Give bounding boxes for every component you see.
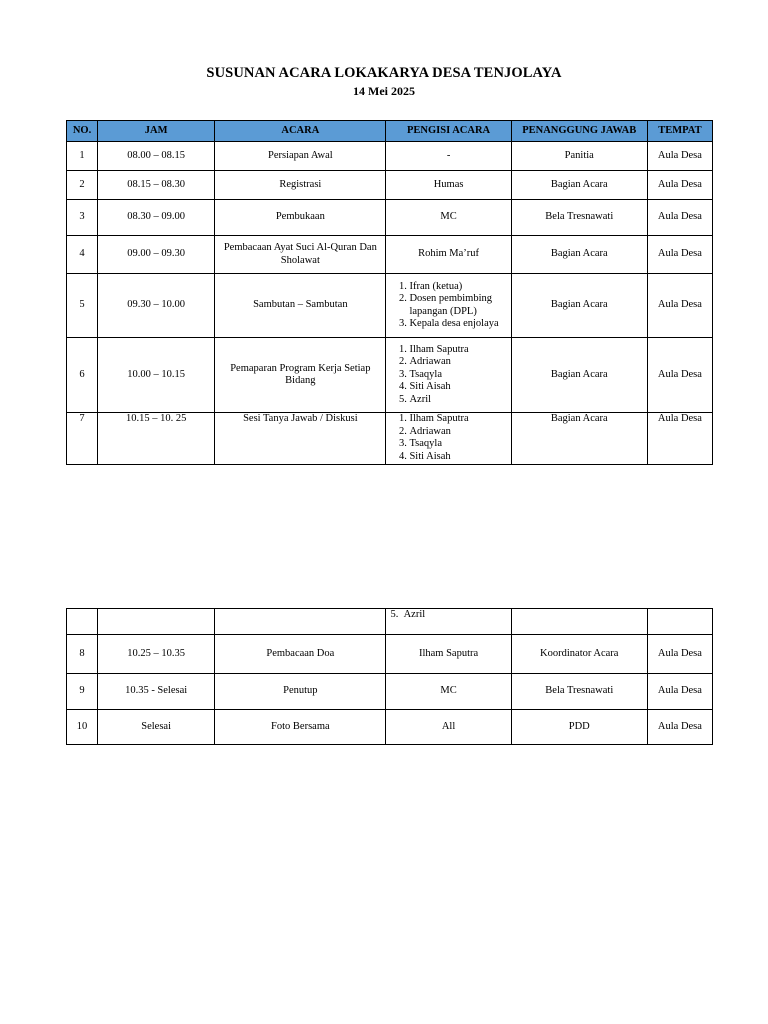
cell-no: 4 [67, 236, 98, 274]
list-item: 2. Adriawan [409, 356, 507, 369]
list-item: 1. Ifran (ketua) [409, 281, 507, 294]
table-row [67, 200, 713, 236]
table-row [67, 635, 713, 674]
list-item: 2. Adriawan [409, 426, 507, 439]
cell-pj: Bela Tresnawati [511, 674, 647, 710]
cell-pengisi: MC [386, 674, 511, 710]
cell-pengisi-list [386, 338, 511, 413]
cell-jam: 09.30 – 10.00 [98, 274, 215, 338]
pengisi-list [389, 281, 507, 331]
cell-pj: Bagian Acara [511, 274, 647, 338]
cell-tempat: Aula Desa [647, 338, 712, 413]
cell-pj: Koordinator Acara [511, 635, 647, 674]
table-row [67, 674, 713, 710]
cell-pj: Bagian Acara [511, 171, 647, 200]
cell-no: 7 [67, 413, 98, 465]
cell-pj: Bagian Acara [511, 338, 647, 413]
table-row [67, 171, 713, 200]
cell-pj [511, 609, 647, 635]
cell-acara: Sesi Tanya Jawab / Diskusi [215, 413, 386, 465]
cell-no: 2 [67, 171, 98, 200]
cell-acara: Pembukaan [215, 200, 386, 236]
document-title: SUSUNAN ACARA LOKAKARYA DESA TENJOLAYA [206, 65, 562, 81]
list-item: 5. Azril [409, 394, 507, 407]
table-row [67, 413, 713, 465]
cell-pengisi: Ilham Saputra [386, 635, 511, 674]
cell-tempat: Aula Desa [647, 274, 712, 338]
cell-no: 10 [67, 710, 98, 745]
cell-no: 5 [67, 274, 98, 338]
list-item: 1. Ilham Saputra [409, 413, 507, 426]
cell-tempat: Aula Desa [647, 171, 712, 200]
cell-acara: Sambutan – Sambutan [215, 274, 386, 338]
cell-acara [215, 609, 386, 635]
list-item-number: 5. [390, 609, 399, 620]
cell-tempat: Aula Desa [647, 635, 712, 674]
cell-jam: 10.35 - Selesai [98, 674, 215, 710]
cell-tempat [647, 609, 712, 635]
table-row [67, 710, 713, 745]
cell-jam: 08.15 – 08.30 [98, 171, 215, 200]
list-item: 4. Siti Aisah [409, 451, 507, 464]
header-no: NO. [67, 121, 98, 142]
cell-tempat: Aula Desa [647, 710, 712, 745]
list-item: Azril [403, 609, 426, 620]
cell-jam: 08.30 – 09.00 [98, 200, 215, 236]
cell-jam: 10.00 – 10.15 [98, 338, 215, 413]
cell-no: 8 [67, 635, 98, 674]
schedule-table-continued [66, 608, 713, 745]
list-item: 4. Siti Aisah [409, 381, 507, 394]
document-date: 14 Mei 2025 [353, 84, 415, 98]
table-header-row [67, 121, 713, 142]
header-acara: ACARA [215, 121, 386, 142]
cell-pengisi-list [386, 274, 511, 338]
header-pengisi-acara: PENGISI ACARA [386, 121, 511, 142]
cell-tempat: Aula Desa [647, 142, 712, 171]
cell-acara: Pemaparan Program Kerja Setiap Bidang [215, 338, 386, 413]
cell-pj: Bagian Acara [511, 236, 647, 274]
pengisi-list [389, 344, 507, 407]
cell-acara: Registrasi [215, 171, 386, 200]
cell-pj: Panitia [511, 142, 647, 171]
list-item: 3. Tsaqyla [409, 369, 507, 382]
cell-jam: 09.00 – 09.30 [98, 236, 215, 274]
cell-tempat: Aula Desa [647, 200, 712, 236]
cell-pj: Bela Tresnawati [511, 200, 647, 236]
cell-pengisi: - [386, 142, 511, 171]
cell-jam: 10.25 – 10.35 [98, 635, 215, 674]
cell-jam: 10.15 – 10. 25 [98, 413, 215, 465]
cell-pengisi: All [386, 710, 511, 745]
cell-acara: Foto Bersama [215, 710, 386, 745]
cell-no: 9 [67, 674, 98, 710]
cell-tempat: Aula Desa [647, 413, 712, 465]
table-row [67, 142, 713, 171]
cell-acara: Pembacaan Ayat Suci Al-Quran Dan Sholawat [215, 236, 386, 274]
cell-pengisi: Rohim Ma’ruf [386, 236, 511, 274]
cell-pengisi: MC [386, 200, 511, 236]
cell-jam [98, 609, 215, 635]
cell-tempat: Aula Desa [647, 236, 712, 274]
cell-acara: Pembacaan Doa [215, 635, 386, 674]
cell-no: 1 [67, 142, 98, 171]
cell-no [67, 609, 98, 635]
header-jam: JAM [98, 121, 215, 142]
list-item: 3. Kepala desa enjolaya [409, 318, 507, 331]
cell-jam: Selesai [98, 710, 215, 745]
table-row [67, 236, 713, 274]
list-item: 2. Dosen pembimbing lapangan (DPL) [409, 293, 507, 318]
schedule-table [66, 120, 713, 465]
header-penanggung-jawab: PENANGGUNG JAWAB [511, 121, 647, 142]
cell-jam: 08.00 – 08.15 [98, 142, 215, 171]
pengisi-list [389, 413, 507, 463]
cell-pengisi-list [386, 609, 511, 635]
table-row [67, 338, 713, 413]
list-item: 3. Tsaqyla [409, 438, 507, 451]
header-tempat: TEMPAT [647, 121, 712, 142]
table-row [67, 274, 713, 338]
cell-pj: Bagian Acara [511, 413, 647, 465]
cell-no: 3 [67, 200, 98, 236]
list-item: 1. Ilham Saputra [409, 344, 507, 357]
cell-no: 6 [67, 338, 98, 413]
cell-pengisi: Humas [386, 171, 511, 200]
table-row-continuation [67, 609, 713, 635]
cell-tempat: Aula Desa [647, 674, 712, 710]
cell-acara: Persiapan Awal [215, 142, 386, 171]
cell-pengisi-list [386, 413, 511, 465]
cell-acara: Penutup [215, 674, 386, 710]
cell-pj: PDD [511, 710, 647, 745]
